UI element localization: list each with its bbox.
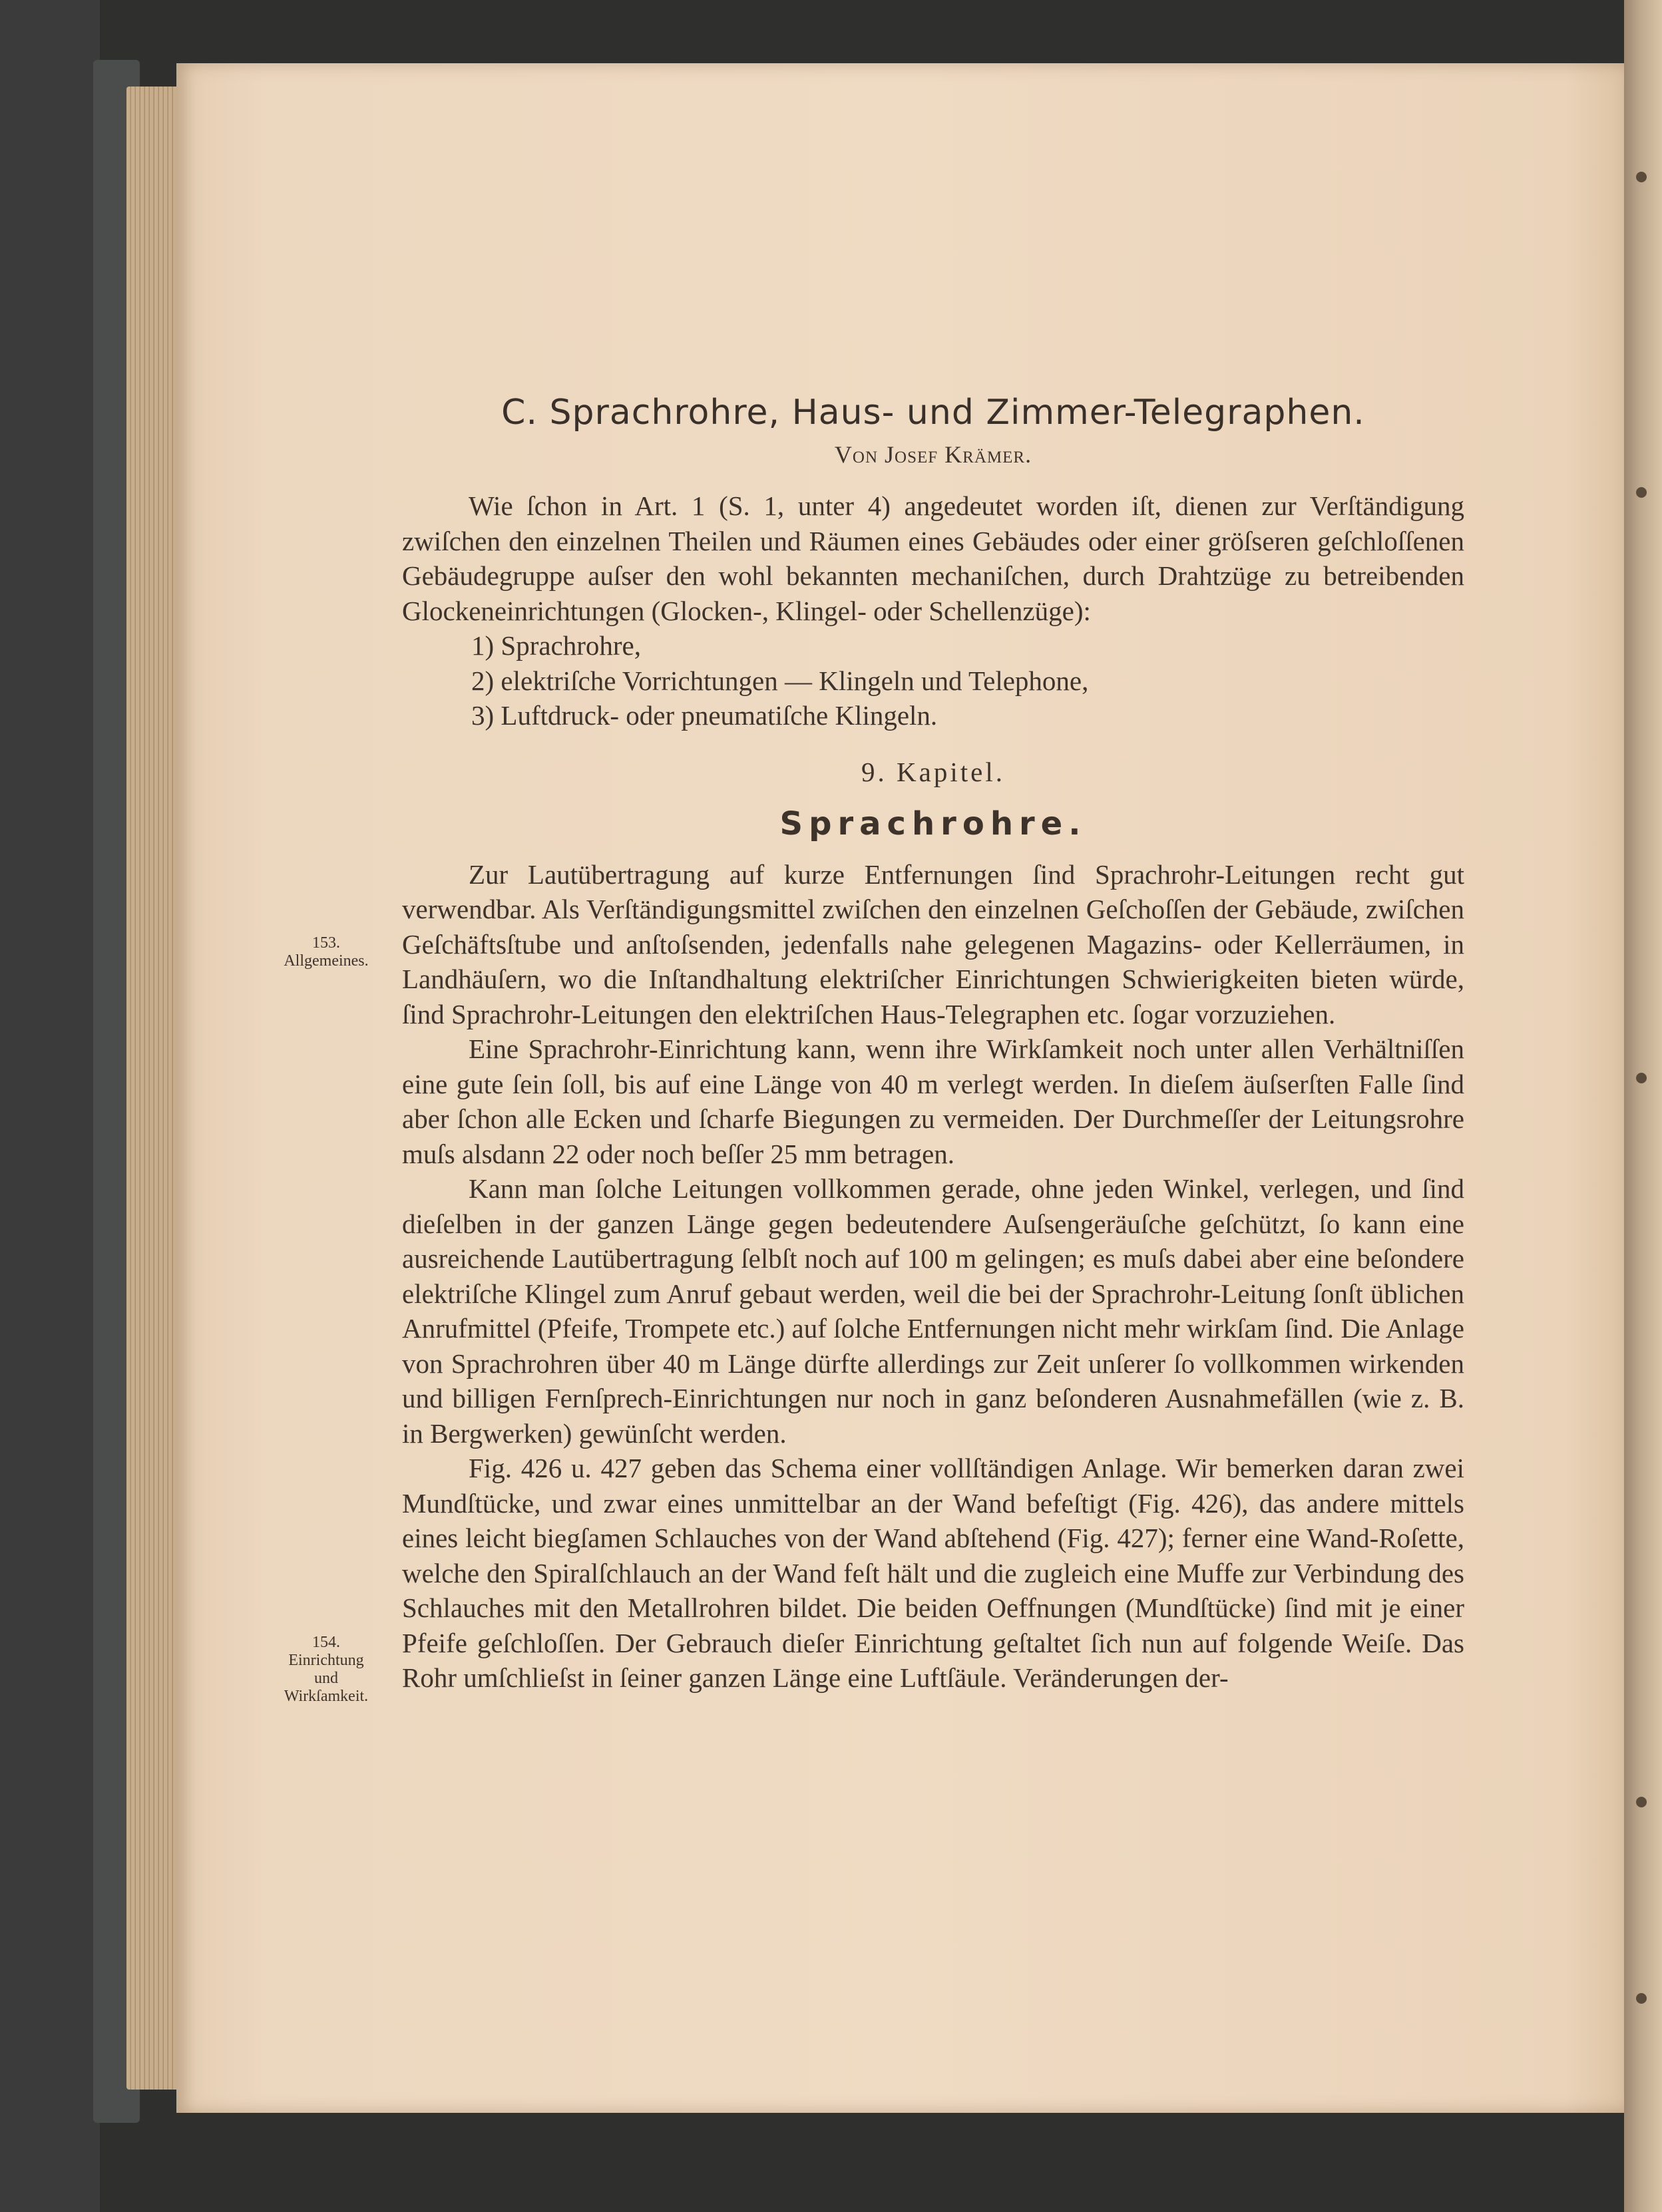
binding-stitch-mark	[1636, 1993, 1647, 2004]
author-byline: Von Josef Krämer.	[834, 441, 1032, 468]
section-title: C. Sprachrohre, Haus- und Zimmer-Telegraphen.	[501, 393, 1365, 433]
sidenote-label: Wirkſamkeit.	[284, 1688, 369, 1705]
sidenote-label: Allgemeines.	[284, 952, 369, 970]
right-gutter	[1624, 0, 1662, 2212]
sidenote-number: 153.	[312, 934, 340, 952]
body-paragraph: Zur Lautübertragung auf kurze Entfernungen ſind Sprachrohr-Leitungen recht gut verwendbar. Als Verſtändigungsmittel zwiſchen den einzelnen Geſchoſſen der Gebäude, zwiſchen Geſchäftsſtube und anſtoſsenden, jedenfalls nahe gelegenen Magazins- oder Kellerräumen, in Landhäuſern, wo die Inſtandhaltung elektriſcher Einrichtungen Schwierigkeiten bieten würde, ſind Sprachrohr-Leitungen den elektriſchen Haus-Telegraphen etc. ſogar vorzuziehen.	[402, 858, 1464, 1029]
body-paragraph: Kann man ſolche Leitungen vollkommen gerade, ohne jeden Winkel, verlegen, und ſind dieſelben in der ganzen Länge gegen bedeutendere Auſsengeräuſche geſchützt, ſo kann eine ausreichende Lautübertragung ſelbſt noch auf 100 m gelingen; es muſs dabei aber eine beſondere elektriſche Klingel zum Anruf gebaut werden, weil die bei der Sprachrohr-Leitung ſonſt üblichen Anrufmittel (Pfeife, Trompete etc.) auf ſolche Entfernungen nicht mehr wirkſam ſind. Die Anlage von Sprachrohren über 40 m Länge dürfte allerdings zur Zeit unſerer ſo vollkommen wirkenden und billigen Fernſprech-Einrichtungen nur noch in ganz beſonderen Ausnahmefällen (wie z. B. in Bergwerken) gewünſcht werden.	[402, 1173, 1464, 1449]
sidenote-label: und	[314, 1670, 338, 1687]
list-item: 3) Luftdruck- oder pneumatiſche Klingeln.	[471, 700, 938, 731]
binding-stitch-mark	[1636, 1073, 1647, 1083]
binding-stitch-mark	[1636, 172, 1647, 182]
intro-paragraph: Wie ſchon in Art. 1 (S. 1, unter 4) angedeutet worden iſt, dienen zur Verſtändigung zwiſchen den einzelnen Theilen und Räumen eines Gebäudes oder einer gröſseren geſchloſſenen Gebäudegruppe auſser den wohl bekannten mechaniſchen, durch Drahtzüge zu betreibenden Glockeneinrichtungen (Glocken-, Klingel- oder Schellenzüge):	[402, 490, 1464, 626]
page-text	[402, 393, 1464, 1696]
sidenote-number: 154.	[312, 1634, 340, 1651]
intro-list	[402, 628, 1464, 733]
binding-stitch-mark	[1636, 1797, 1647, 1807]
sidenote-154	[260, 1634, 393, 1706]
binding-stitch-mark	[1636, 487, 1647, 498]
sidenote-153	[260, 934, 393, 970]
body-paragraph: Fig. 426 u. 427 geben das Schema einer vollſtändigen Anlage. Wir bemerken daran zwei Mundſtücke, und zwar eines unmittelbar an der Wand befeſtigt (Fig. 426), das andere mittels eines leicht biegſamen Schlauches von der Wand abſtehend (Fig. 427); ferner eine Wand-Roſette, welche den Spiralſchlauch an der Wand feſt hält und die zugleich eine Muffe zur Verbindung des Schlauches mit den Metallrohren bildet. Die beiden Oeffnungen (Mundſtücke) ſind mit je einer Pfeife geſchloſſen. Der Gebrauch dieſer Einrichtung geſtaltet ſich nun auf folgende Weiſe. Das Rohr umſchlieſst in ſeiner ganzen Länge eine Luftſäule. Veränderungen der-	[402, 1453, 1464, 1693]
chapter-label: 9. Kapitel.	[861, 756, 1005, 787]
book-binding	[0, 0, 100, 2212]
sidenote-label: Einrichtung	[288, 1652, 364, 1669]
list-item: 1) Sprachrohre,	[471, 630, 642, 661]
chapter-title: Sprachrohre.	[779, 805, 1087, 842]
list-item: 2) elektriſche Vorrichtungen — Klingeln und Telephone,	[471, 665, 1089, 696]
body-paragraph: Eine Sprachrohr-Einrichtung kann, wenn ihre Wirkſamkeit noch unter allen Verhältniſſen eine gute ſein ſoll, bis auf eine Länge von 40 m verlegt werden. In dieſem äuſserſten Falle ſind aber ſchon alle Ecken und ſcharfe Biegungen zu vermeiden. Der Durchmeſſer der Leitungsrohre muſs alsdann 22 oder noch beſſer 25 mm betragen.	[402, 1033, 1464, 1169]
